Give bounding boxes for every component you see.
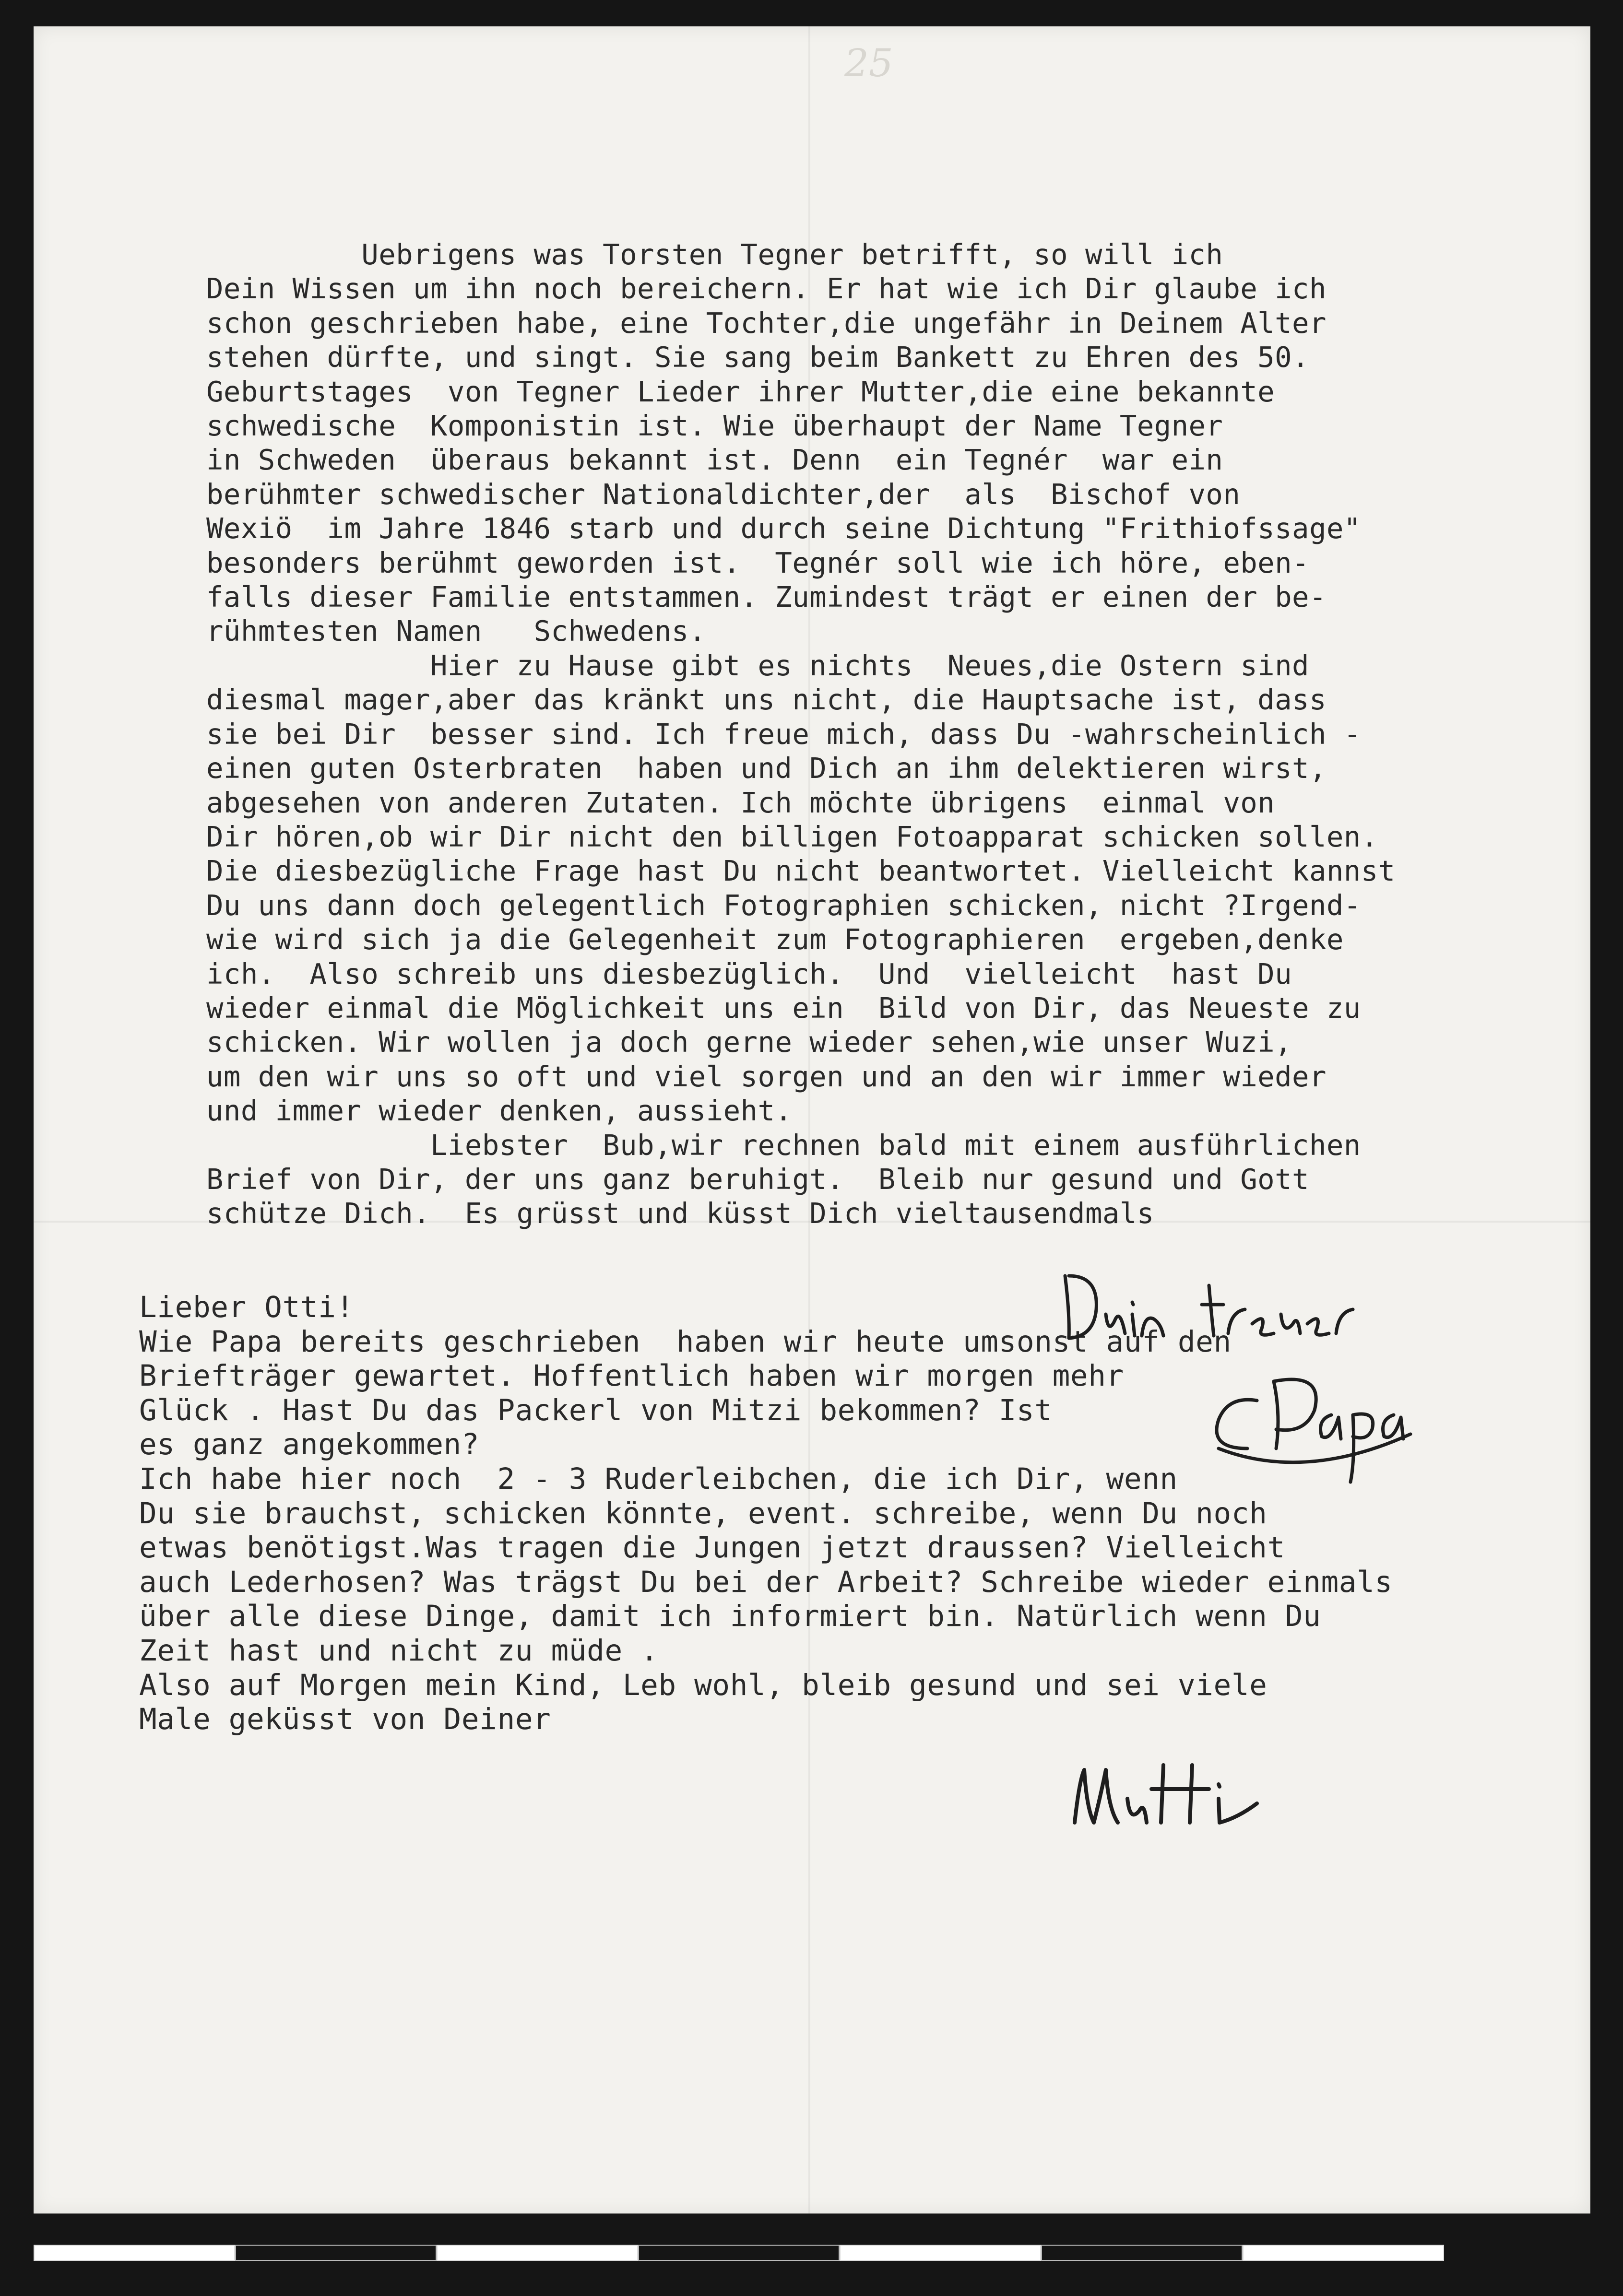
- letter-line: Dein Wissen um ihn noch bereichern. Er hat wie ich Dir glaube ich: [206, 272, 1327, 306]
- letter-line: Brief von Dir, der uns ganz beruhigt. Bleib nur gesund und Gott: [206, 1162, 1309, 1196]
- letter-line: Dir hören,ob wir Dir nicht den billigen Fotoapparat schicken sollen.: [206, 820, 1378, 853]
- letter-line: Male geküsst von Deiner: [139, 1702, 551, 1737]
- letter-line: diesmal mager,aber das kränkt uns nicht, die Hauptsache ist, dass: [206, 683, 1327, 717]
- letter-line: besonders berühmt geworden ist. Tegnér soll wie ich höre, eben-: [206, 546, 1309, 579]
- father-letter-text: [206, 237, 1396, 1231]
- scale-segment: [437, 2245, 638, 2261]
- letter-line: Geburtstages von Tegner Lieder ihrer Mutter,die eine bekannte: [206, 375, 1275, 408]
- letter-line: Liebster Bub,wir rechnen bald mit einem ausführlichen: [206, 1128, 1361, 1162]
- letter-line: wieder einmal die Möglichkeit uns ein Bild von Dir, das Neueste zu: [206, 991, 1361, 1024]
- scale-segment: [235, 2245, 437, 2261]
- letter-line: Du uns dann doch gelegentlich Fotographien schicken, nicht ?Irgend-: [206, 888, 1361, 922]
- letter-line: schicken. Wir wollen ja doch gerne wieder sehen,wie unser Wuzi,: [206, 1025, 1292, 1059]
- mutti-signature: [1065, 1751, 1267, 1847]
- letter-line: wie wird sich ja die Gelegenheit zum Fotographieren ergeben,denke: [206, 923, 1344, 956]
- letter-line: stehen dürfte, und singt. Sie sang beim Bankett zu Ehren des 50.: [206, 341, 1309, 374]
- letter-line: Also auf Morgen mein Kind, Leb wohl, bleib gesund und sei viele: [139, 1668, 1268, 1702]
- letter-line: schwedische Komponistin ist. Wie überhaupt der Name Tegner: [206, 409, 1223, 443]
- letter-line: etwas benötigst.Was tragen die Jungen jetzt draussen? Vielleicht: [139, 1531, 1285, 1565]
- papa-signature: [1055, 1257, 1420, 1506]
- letter-line: Hier zu Hause gibt es nichts Neues,die Ostern sind: [206, 648, 1309, 682]
- letter-line: Ich habe hier noch 2 - 3 Ruderleibchen, die ich Dir, wenn: [139, 1461, 1178, 1496]
- letter-line: es ganz angekommen?: [139, 1427, 480, 1462]
- letter-line: ich. Also schreib uns diesbezüglich. Und vielleicht hast Du: [206, 957, 1292, 990]
- letter-line: über alle diese Dinge, damit ich informiert bin. Natürlich wenn Du: [139, 1599, 1321, 1634]
- letter-line: einen guten Osterbraten haben und Dich an ihm delektieren wirst,: [206, 752, 1327, 785]
- letter-line: Wexiö im Jahre 1846 starb und durch seine Dichtung "Frithiofssage": [206, 512, 1361, 545]
- letter-line: Die diesbezügliche Frage hast Du nicht beantwortet. Vielleicht kannst: [206, 854, 1396, 888]
- letter-line: schon geschrieben habe, eine Tochter,die ungefähr in Deinem Alter: [206, 306, 1327, 340]
- scale-segment: [1243, 2245, 1444, 2261]
- letter-line: schütze Dich. Es grüsst und küsst Dich vieltausendmals: [206, 1197, 1154, 1230]
- letter-line: berühmter schwedischer Nationaldichter,der als Bischof von: [206, 477, 1241, 511]
- letter-line: Wie Papa bereits geschrieben haben wir heute umsonst auf den: [139, 1324, 1232, 1359]
- letter-line: abgesehen von anderen Zutaten. Ich möchte übrigens einmal von: [206, 786, 1275, 819]
- scale-segment: [638, 2245, 840, 2261]
- scale-bar: [34, 2245, 1590, 2264]
- letter-line: falls dieser Familie entstammen. Zumindest trägt er einen der be-: [206, 580, 1327, 614]
- letter-line: sie bei Dir besser sind. Ich freue mich, dass Du -wahrscheinlich -: [206, 717, 1361, 751]
- letter-line: und immer wieder denken, aussieht.: [206, 1094, 793, 1128]
- letter-line: Glück . Hast Du das Packerl von Mitzi bekommen? Ist: [139, 1393, 1053, 1427]
- letter-line: Lieber Otti!: [139, 1290, 354, 1324]
- scale-segment: [1041, 2245, 1243, 2261]
- letter-line: auch Lederhosen? Was trägst Du bei der Arbeit? Schreibe wieder einmals: [139, 1565, 1393, 1599]
- page-number: 25: [844, 41, 893, 85]
- letter-line: Zeit hast und nicht zu müde .: [139, 1633, 659, 1668]
- scale-segment: [840, 2245, 1041, 2261]
- scale-segment: [34, 2245, 235, 2261]
- letter-line: Uebrigens was Torsten Tegner betrifft, so will ich: [206, 238, 1223, 271]
- letter-line: in Schweden überaus bekannt ist. Denn ein Tegnér war ein: [206, 443, 1223, 477]
- letter-line: rühmtesten Namen Schwedens.: [206, 614, 706, 648]
- letter-line: Briefträger gewartet. Hoffentlich haben wir morgen mehr: [139, 1359, 1124, 1393]
- letter-line: Du sie brauchst, schicken könnte, event. schreibe, wenn Du noch: [139, 1496, 1268, 1531]
- letter-line: um den wir uns so oft und viel sorgen und an den wir immer wieder: [206, 1060, 1327, 1093]
